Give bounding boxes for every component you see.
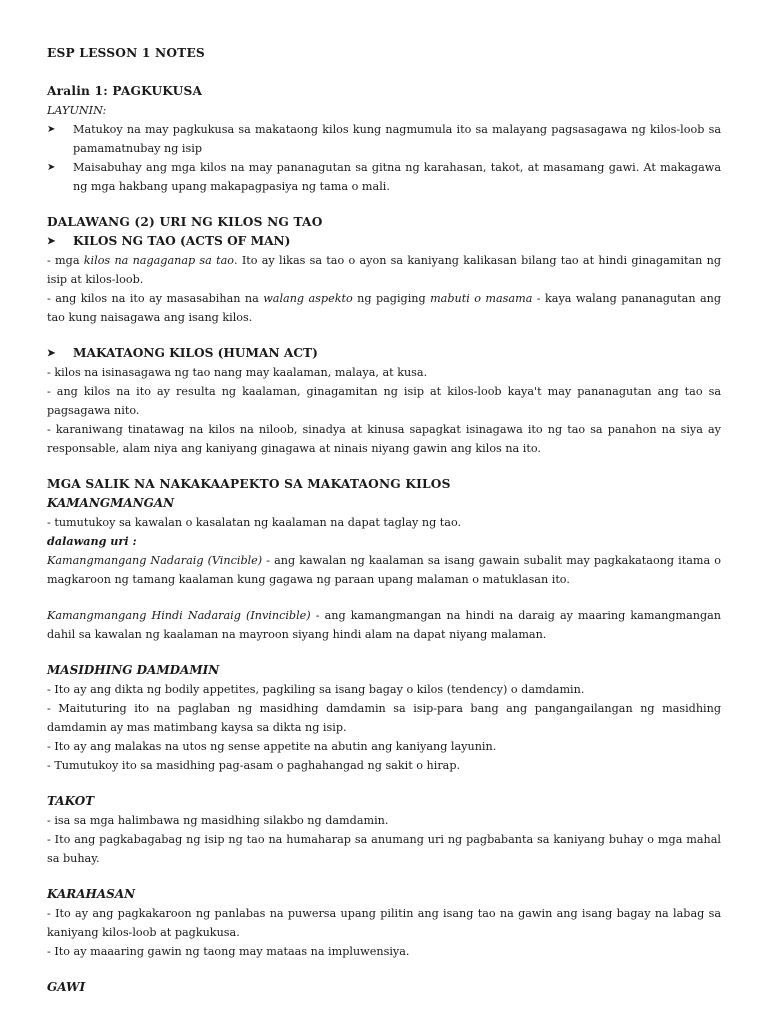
karahasan-line: - Ito ay maaaring gawin ng taong may mataas na impluwensiya. — [47, 945, 410, 958]
vincible-paragraph: Kamangmangang Nadaraig (Vincible) - ang kawalan ng kaalaman sa isang gawain subalit may pagkakataong itama o magkaroon ng tamang kaalaman kung gagawa ng paraan upang malaman o matuklasan ito. — [47, 554, 721, 586]
masidhing-damdamin-label: MASIDHING DAMDAMIN — [47, 663, 220, 677]
human-act-line: - kilos na isinasagawa ng tao nang may kaalaman, malaya, at kusa. — [47, 366, 428, 379]
acts-of-man-line: - ang kilos na ito ay masasabihan na walang aspekto ng pagiging mabuti o masama - kaya walang pananagutan ang tao kung naisagawa ang isang kilos. — [47, 292, 721, 324]
dalawang-uri-label: dalawang uri : — [47, 534, 137, 548]
kamangmangan-line: - tumutukoy sa kawalan o kasalatan ng kaalaman na dapat taglay ng tao. — [47, 516, 462, 529]
layunin-item: ➤ Matukoy na may pagkukusa sa makataong kilos kung nagmumula ito sa malayang pagsasagawa ng kilos-loob sa pamamatnubay ng isip — [47, 120, 721, 158]
takot-label: TAKOT — [47, 794, 95, 808]
kamangmangan-label: KAMANGMANGAN — [47, 496, 175, 510]
layunin-item: ➤ Maisabuhay ang mga kilos na may pananagutan sa gitna ng karahasan, takot, at masamang gawi. At makagawa ng mga hakbang upang makapagpasiya ng tama o mali. — [47, 158, 721, 196]
takot-line: - Ito ang pagkabagabag ng isip ng tao na humaharap sa anumang uri ng pagbabanta sa kaniyang buhay o mga mahal sa buhay. — [47, 833, 721, 865]
masidhing-line: - Maituturing ito na paglaban ng masidhing damdamin sa isip-para bang ang pangangailangan ng masidhing damdamin ay mas matimbang kaysa sa dikta ng isip. — [47, 702, 721, 734]
gawi-label: GAWI — [47, 980, 86, 994]
document-page — [47, 44, 721, 997]
takot-line: - isa sa mga halimbawa ng masidhing silakbo ng damdamin. — [47, 814, 389, 827]
aralin-heading: Aralin 1: PAGKUKUSA — [47, 84, 203, 98]
invincible-paragraph: Kamangmangang Hindi Nadaraig (Invincible) - ang kamangmangan na hindi na daraig ay maaring kamangmangan dahil sa kawalan ng kaalaman na mayroon siyang hindi alam na dapat niyang malaman. — [47, 609, 722, 641]
layunin-label: LAYUNIN: — [47, 104, 107, 117]
arrowhead-bullet-icon: ➤ — [47, 348, 56, 359]
masidhing-line: - Tumutukoy ito sa masidhing pag-asam o paghahangad ng sakit o hirap. — [47, 759, 461, 772]
karahasan-line: - Ito ay ang pagkakaroon ng panlabas na puwersa upang pilitin ang isang tao na gawin ang isang bagay na labag sa kaniyang kilos-loob at pagkukusa. — [47, 907, 721, 939]
arrowhead-bullet-icon: ➤ — [47, 162, 56, 173]
human-act-line: - karaniwang tinatawag na kilos na niloob, sinadya at kinusa sapagkat isinagawa ito ng tao sa panahon na siya ay responsable, alam niya ang kaniyang ginagawa at ninais niyang gawin ang kilos na ito. — [47, 423, 721, 455]
uri-heading: DALAWANG (2) URI NG KILOS NG TAO — [47, 215, 323, 229]
arrowhead-bullet-icon: ➤ — [47, 124, 56, 135]
salik-heading: MGA SALIK NA NAKAKAAPEKTO SA MAKATAONG KILOS — [47, 477, 451, 491]
human-act-heading: ➤ MAKATAONG KILOS (HUMAN ACT) — [47, 344, 721, 363]
masidhing-line: - Ito ay ang malakas na utos ng sense appetite na abutin ang kaniyang layunin. — [47, 740, 497, 753]
arrowhead-bullet-icon: ➤ — [47, 236, 56, 247]
karahasan-label: KARAHASAN — [47, 887, 136, 901]
acts-of-man-line: - mga kilos na nagaganap sa tao. Ito ay likas sa tao o ayon sa kaniyang kalikasan bilang tao at hindi ginagamitan ng isip at kilos-loob. — [47, 254, 721, 286]
document-title: ESP LESSON 1 NOTES — [47, 46, 205, 60]
human-act-line: - ang kilos na ito ay resulta ng kaalaman, ginagamitan ng isip at kilos-loob kaya't may pananagutan ang tao sa pagsagawa nito. — [47, 385, 721, 417]
acts-of-man-heading: ➤ KILOS NG TAO (ACTS OF MAN) — [47, 232, 721, 251]
masidhing-line: - Ito ay ang dikta ng bodily appetites, pagkiling sa isang bagay o kilos (tendency) o damdamin. — [47, 683, 585, 696]
